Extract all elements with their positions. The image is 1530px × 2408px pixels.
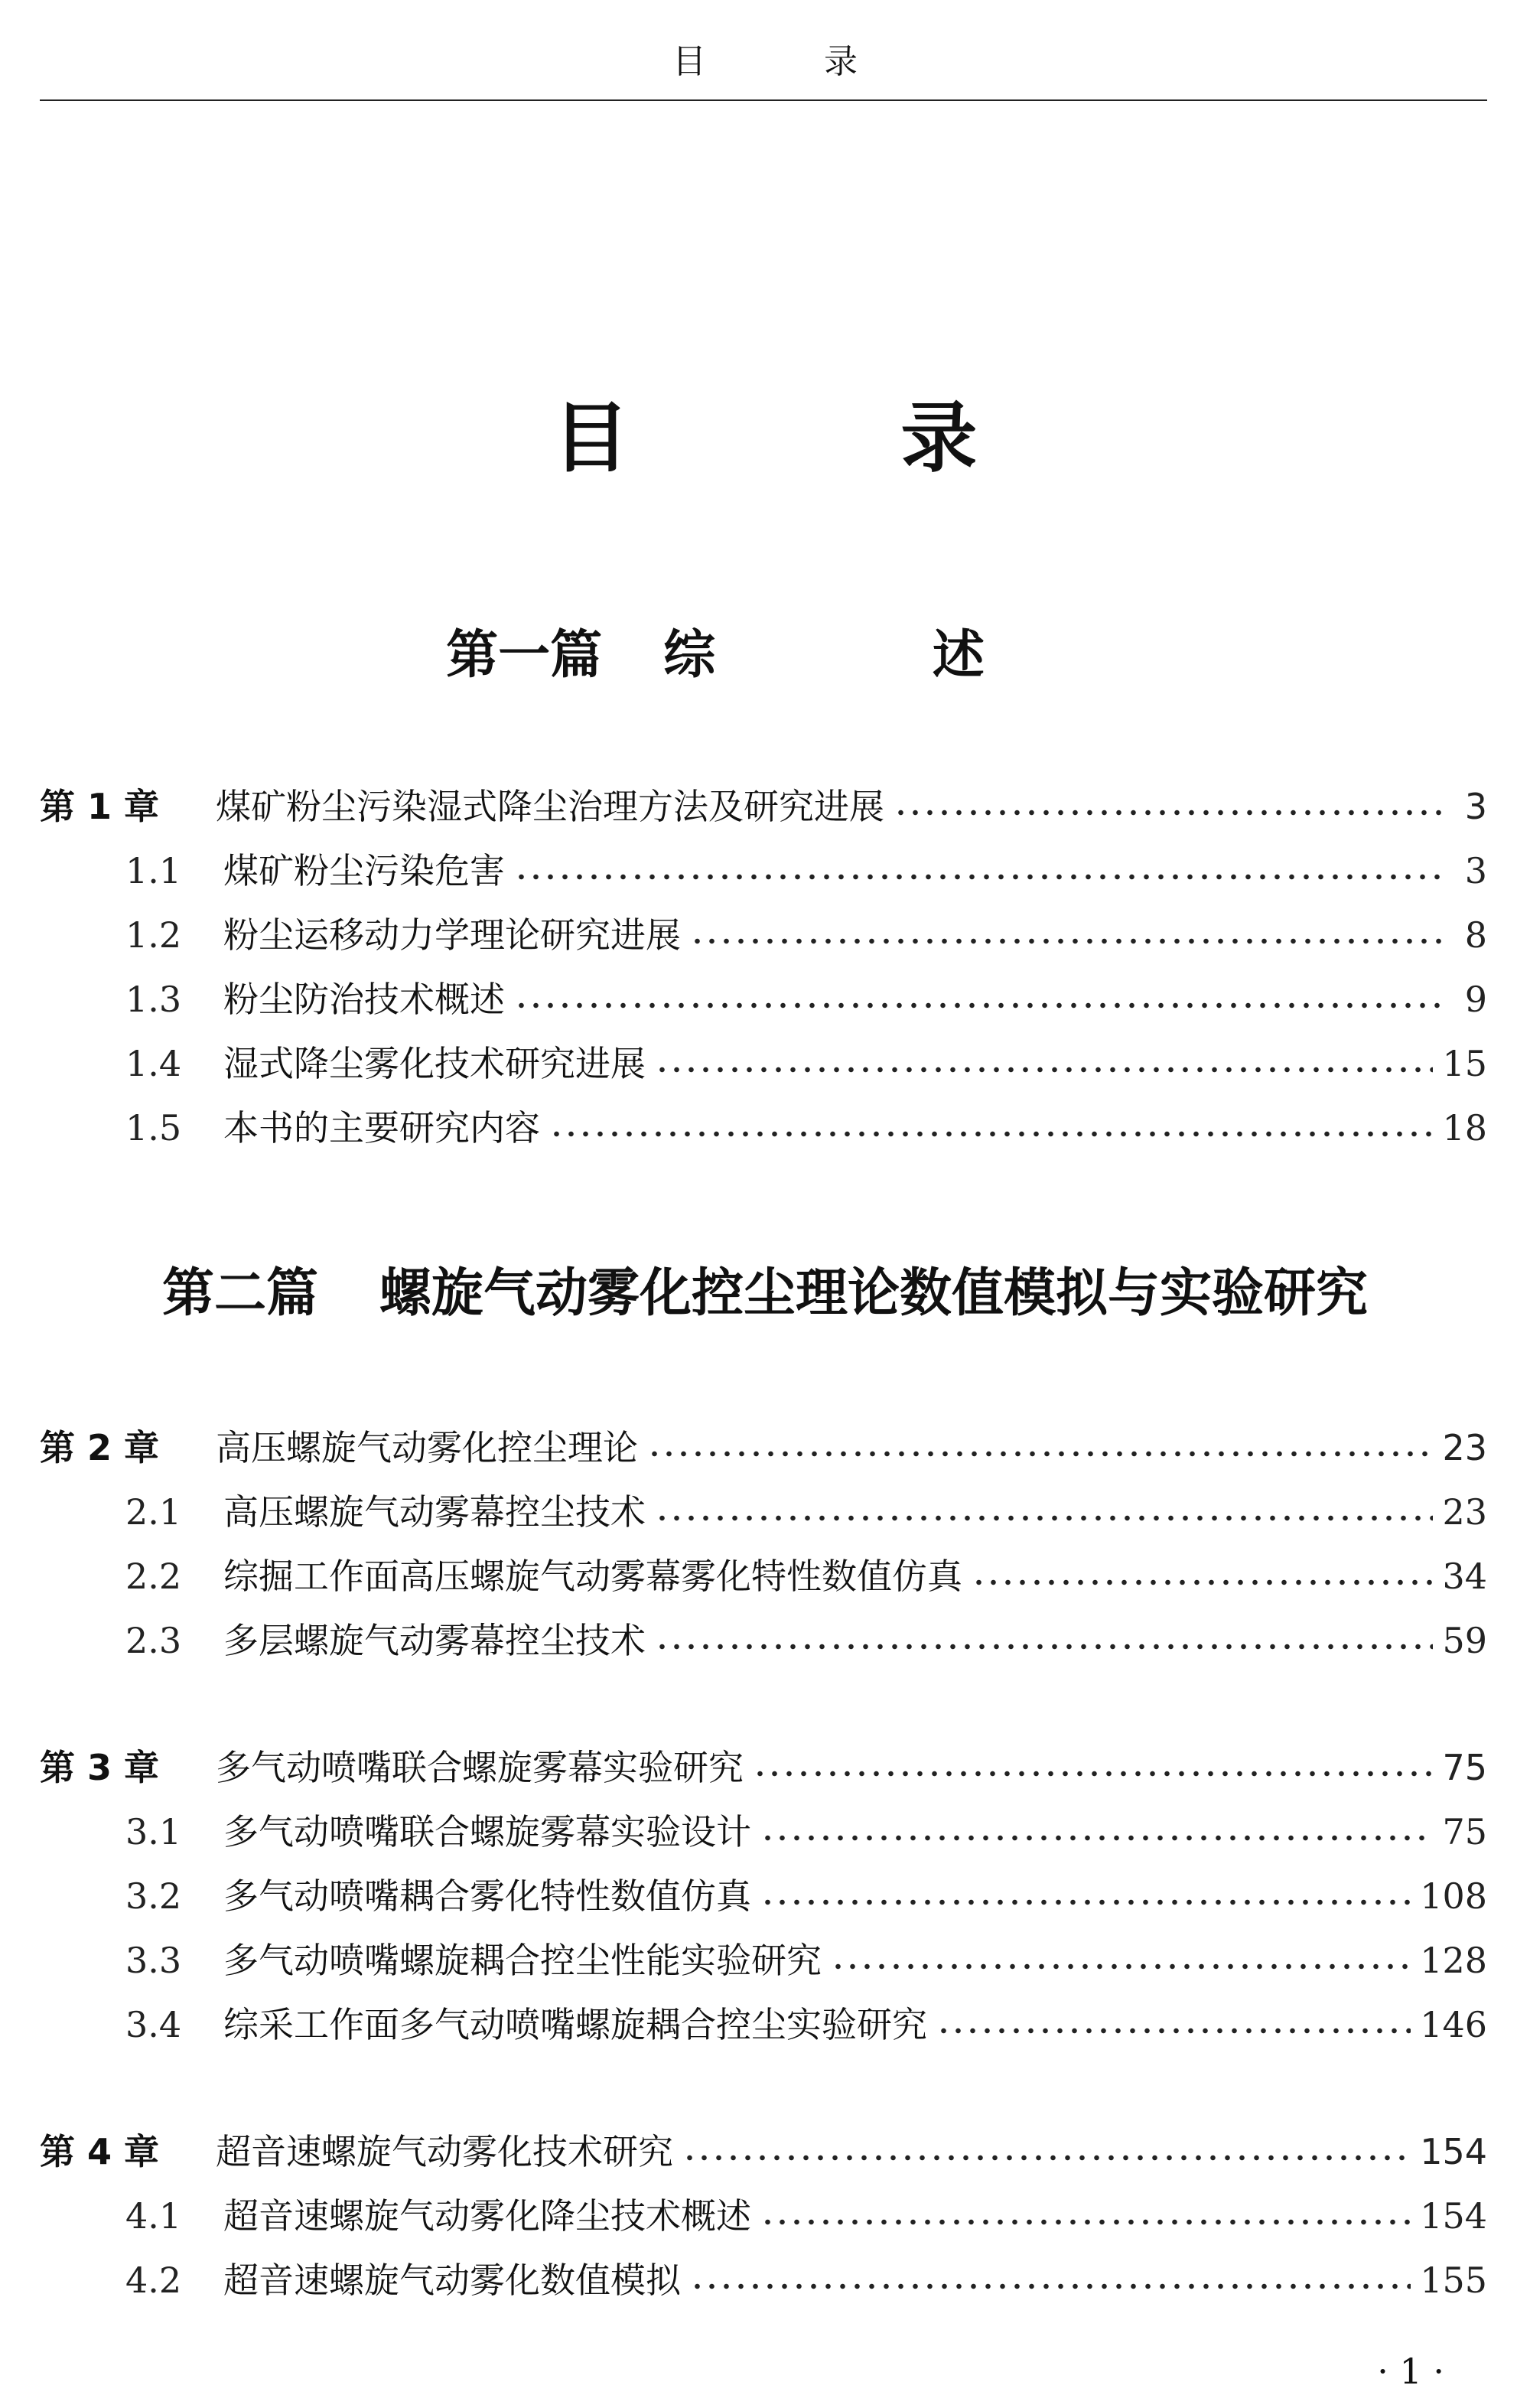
page-number: · 1 · — [1377, 2351, 1444, 2392]
entry-number: 1.5 — [125, 1107, 182, 1149]
dot-leader — [760, 1899, 1411, 1905]
entry-title: 超音速螺旋气动雾化技术研究 — [216, 2131, 673, 2172]
dot-leader — [514, 874, 1447, 880]
toc-section-3-3[interactable] — [40, 1933, 1487, 1986]
dot-leader — [760, 1835, 1433, 1841]
toc-section-1-1[interactable] — [40, 843, 1487, 897]
dot-leader — [972, 1579, 1433, 1585]
dot-leader — [655, 1515, 1433, 1521]
toc-section-4-1[interactable] — [40, 2188, 1487, 2242]
entry-title: 粉尘运移动力学理论研究进展 — [223, 914, 681, 956]
toc-section-1-4[interactable] — [40, 1036, 1487, 1090]
dot-leader — [549, 1131, 1433, 1137]
entry-title: 多气动喷嘴螺旋耦合控尘性能实验研究 — [223, 1940, 822, 1981]
entry-page: 15 — [1442, 1043, 1487, 1084]
toc-section-1-5[interactable] — [40, 1100, 1487, 1154]
toc-section-2-3[interactable] — [40, 1613, 1487, 1667]
entry-page: 75 — [1442, 1811, 1487, 1852]
dot-leader — [894, 810, 1447, 816]
dot-leader — [514, 1002, 1447, 1008]
toc-section-1-3[interactable] — [40, 972, 1487, 1025]
toc-section-1-2[interactable] — [40, 907, 1487, 961]
entry-title: 煤矿粉尘污染危害 — [223, 850, 505, 891]
part-label: 第一篇 — [446, 625, 603, 686]
entry-number: 1.1 — [125, 850, 182, 891]
entry-title: 超音速螺旋气动雾化数值模拟 — [223, 2260, 681, 2301]
page-title: 目 录 — [552, 393, 1100, 483]
entry-title: 高压螺旋气动雾幕控尘技术 — [223, 1491, 646, 1533]
entry-page: 3 — [1464, 786, 1487, 827]
toc-section-3-4[interactable] — [40, 1997, 1487, 2051]
entry-page: 108 — [1420, 1875, 1487, 1917]
entry-number: 1.4 — [125, 1043, 182, 1084]
entry-title: 煤矿粉尘污染湿式降尘治理方法及研究进展 — [216, 786, 884, 827]
entry-number: 3.1 — [125, 1811, 182, 1852]
entry-page: 59 — [1442, 1620, 1487, 1661]
dot-leader — [682, 2155, 1411, 2161]
entry-page: 3 — [1464, 850, 1487, 891]
dot-leader — [753, 1771, 1433, 1777]
toc-chapter-3[interactable] — [40, 1740, 1487, 1794]
toc-section-2-2[interactable] — [40, 1549, 1487, 1602]
entry-title: 综采工作面多气动喷嘴螺旋耦合控尘实验研究 — [223, 2004, 927, 2045]
entry-number: 3.4 — [125, 2004, 182, 2045]
entry-title: 湿式降尘雾化技术研究进展 — [223, 1043, 646, 1084]
entry-number: 3.3 — [125, 1940, 182, 1981]
entry-number: 4.2 — [125, 2260, 182, 2301]
toc-section-3-1[interactable] — [40, 1804, 1487, 1858]
toc-section-4-2[interactable] — [40, 2253, 1487, 2306]
dot-leader — [690, 2283, 1411, 2289]
entry-page: 155 — [1420, 2260, 1487, 2301]
entry-page: 154 — [1420, 2131, 1487, 2172]
entry-number: 2.1 — [125, 1491, 182, 1533]
toc-chapter-1[interactable] — [40, 779, 1487, 833]
toc-chapter-2[interactable] — [40, 1420, 1487, 1474]
entry-number: 第 4 章 — [40, 2131, 160, 2172]
entry-page: 146 — [1420, 2004, 1487, 2045]
dot-leader — [936, 2028, 1411, 2034]
entry-title: 多气动喷嘴联合螺旋雾幕实验设计 — [223, 1811, 751, 1852]
entry-page: 9 — [1464, 979, 1487, 1020]
entry-title: 粉尘防治技术概述 — [223, 979, 505, 1020]
part-label: 第二篇 — [161, 1263, 318, 1324]
entry-title: 高压螺旋气动雾化控尘理论 — [216, 1427, 638, 1468]
entry-page: 23 — [1442, 1427, 1487, 1468]
part-heading-1 — [0, 614, 1530, 688]
part-title-text: 综 述 — [663, 625, 1084, 686]
entry-title: 多气动喷嘴耦合雾化特性数值仿真 — [223, 1875, 751, 1917]
entry-page: 34 — [1442, 1556, 1487, 1597]
entry-page: 128 — [1420, 1940, 1487, 1981]
entry-title: 综掘工作面高压螺旋气动雾幕雾化特性数值仿真 — [223, 1556, 962, 1597]
dot-leader — [647, 1451, 1433, 1457]
entry-number: 2.3 — [125, 1620, 182, 1661]
entry-page: 154 — [1420, 2195, 1487, 2237]
toc-chapter-4[interactable] — [40, 2124, 1487, 2178]
entry-number: 3.2 — [125, 1875, 182, 1917]
entry-title: 超音速螺旋气动雾化降尘技术概述 — [223, 2195, 751, 2237]
dot-leader — [831, 1963, 1411, 1970]
entry-number: 第 1 章 — [40, 786, 160, 827]
header-rule — [40, 99, 1487, 101]
entry-number: 2.2 — [125, 1556, 182, 1597]
entry-page: 23 — [1442, 1491, 1487, 1533]
entry-title: 多气动喷嘴联合螺旋雾幕实验研究 — [216, 1747, 744, 1788]
entry-title: 多层螺旋气动雾幕控尘技术 — [223, 1620, 646, 1661]
entry-number: 第 2 章 — [40, 1427, 160, 1468]
entry-number: 第 3 章 — [40, 1747, 160, 1788]
entry-number: 1.3 — [125, 979, 182, 1020]
toc-section-3-2[interactable] — [40, 1869, 1487, 1922]
entry-page: 8 — [1464, 914, 1487, 956]
toc-section-2-1[interactable] — [40, 1484, 1487, 1538]
entry-number: 4.1 — [125, 2195, 182, 2237]
entry-page: 75 — [1442, 1747, 1487, 1788]
entry-page: 18 — [1442, 1107, 1487, 1149]
dot-leader — [655, 1067, 1433, 1073]
dot-leader — [760, 2219, 1411, 2225]
dot-leader — [655, 1644, 1433, 1650]
running-head: 目 录 — [672, 42, 911, 81]
part-heading-2 — [0, 1252, 1530, 1326]
entry-number: 1.2 — [125, 914, 182, 956]
entry-title: 本书的主要研究内容 — [223, 1107, 540, 1149]
part-title-text: 螺旋气动雾化控尘理论数值模拟与实验研究 — [379, 1263, 1369, 1324]
dot-leader — [690, 938, 1447, 944]
